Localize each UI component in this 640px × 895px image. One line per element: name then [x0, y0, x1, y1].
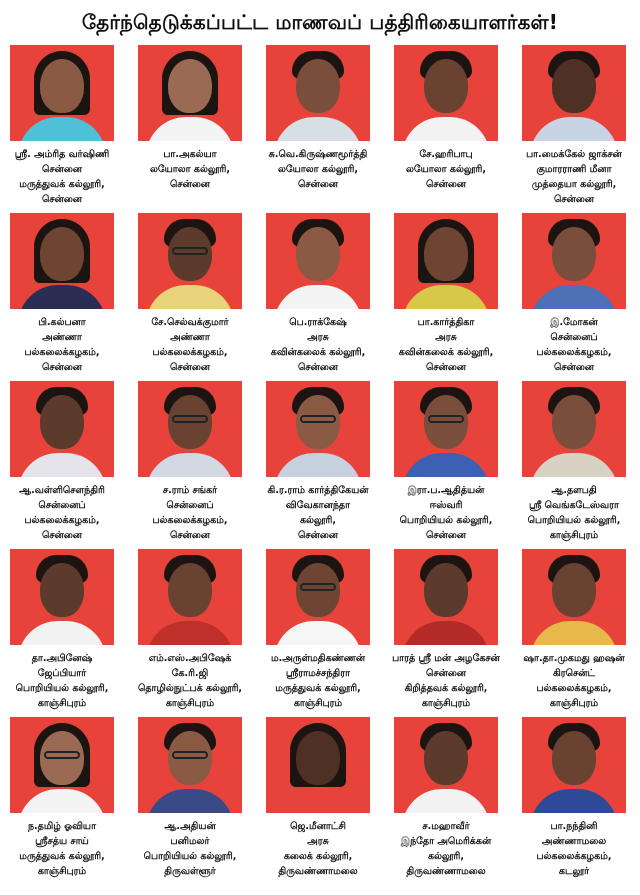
portrait-shoulders: [146, 285, 234, 309]
student-institution-line: பல்கலைக்கழகம்,: [152, 347, 228, 358]
student-institution-line: பல்கலைக்கழகம்,: [536, 683, 612, 694]
student-name: பா.அகல்யா: [163, 149, 217, 160]
student-name: ஷா.தா.முகமது ஹஷன்: [523, 653, 625, 664]
student-info: [0, 315, 126, 375]
student-institution-line: லயோலா கல்லூரி,: [278, 164, 358, 175]
student-institution-line: சென்னை: [41, 194, 83, 205]
portrait-shoulders: [146, 117, 234, 141]
portrait-face: [552, 731, 596, 785]
student-card: [138, 549, 242, 717]
student-info: [382, 147, 510, 192]
portrait-face: [296, 731, 340, 785]
student-institution-line: அண்ணா: [42, 332, 82, 343]
student-institution-line: சென்னை: [41, 362, 83, 373]
student-institution-line: பொறியியல் கல்லூரி,: [15, 683, 109, 694]
student-institution-line: அரசு: [435, 332, 457, 343]
student-card: [266, 381, 370, 549]
portrait-face: [552, 227, 596, 281]
portrait-shoulders: [18, 117, 106, 141]
student-name: கி.ர.ராம் கார்த்திகேயன்: [267, 485, 369, 496]
student-card: [10, 717, 114, 885]
glasses-icon: [44, 751, 80, 759]
student-info: [126, 147, 254, 192]
student-card: [522, 213, 626, 381]
student-institution-line: காஞ்சிபுரம்: [549, 698, 599, 709]
student-institution-line: சென்னை: [425, 530, 467, 541]
student-photo: [138, 45, 242, 141]
portrait-face: [552, 563, 596, 617]
portrait-shoulders: [402, 117, 490, 141]
student-photo: [138, 549, 242, 645]
student-institution-line: சென்னை: [169, 530, 211, 541]
student-name: பா.கார்த்திகா: [417, 317, 475, 328]
student-name: சே.செல்வக்குமார்: [151, 317, 229, 328]
glasses-icon: [172, 751, 208, 759]
student-photo: [138, 381, 242, 477]
student-name: பி.கல்பனா: [38, 317, 86, 328]
student-institution-line: சென்னை: [425, 179, 467, 190]
portrait-shoulders: [274, 789, 362, 813]
student-institution-line: பனிமலர்: [170, 836, 210, 847]
student-institution-line: குமாரராணி மீனா: [536, 164, 612, 175]
student-institution-line: சென்னை: [41, 530, 83, 541]
student-institution-line: திருவண்ணாமலை: [406, 866, 486, 877]
student-photo: [266, 45, 370, 141]
student-institution-line: பல்கலைக்கழகம்,: [152, 515, 228, 526]
student-institution-line: அண்ணா: [170, 332, 210, 343]
student-info: [382, 315, 510, 375]
student-institution-line: சென்னை: [169, 362, 211, 373]
portrait-face: [40, 563, 84, 617]
student-institution-line: காஞ்சிபுரம்: [549, 530, 599, 541]
student-card: [10, 45, 114, 213]
student-institution-line: சென்னை: [169, 179, 211, 190]
student-card: [394, 381, 498, 549]
student-institution-line: அரசு: [307, 836, 329, 847]
student-info: [126, 483, 254, 543]
student-institution-line: அண்ணாமலை: [541, 836, 607, 847]
student-card: [394, 213, 498, 381]
student-grid: [10, 45, 626, 885]
portrait-shoulders: [18, 789, 106, 813]
student-institution-line: காஞ்சிபுரம்: [293, 698, 343, 709]
student-photo: [522, 717, 626, 813]
portrait-face: [424, 731, 468, 785]
student-name: ச.மஹாவீர்: [422, 821, 470, 832]
portrait-face: [424, 59, 468, 113]
student-name: பா.மைக்கேல் ஜாக்சன்: [526, 149, 622, 160]
student-institution-line: ஸ்ரீராமச்சந்திரா: [285, 668, 351, 679]
student-card: [10, 213, 114, 381]
student-name: தா.அபினேஷ்: [31, 653, 93, 664]
student-institution-line: ஸ்ரீ வெங்கடேஸ்வரா: [528, 500, 620, 511]
portrait-shoulders: [530, 453, 618, 477]
student-institution-line: கவின்கலைக் கல்லூரி,: [270, 347, 366, 358]
student-institution-line: சென்னை: [297, 179, 339, 190]
student-info: [382, 819, 510, 879]
student-card: [522, 549, 626, 717]
student-photo: [394, 45, 498, 141]
portrait-face: [40, 227, 84, 281]
student-institution-line: சென்னை: [553, 194, 595, 205]
student-name: ஸ்ரீ. அம்ரித வர்ஷிணி: [14, 149, 110, 160]
student-photo: [522, 213, 626, 309]
portrait-face: [296, 227, 340, 281]
student-institution-line: பல்கலைக்கழகம்,: [536, 347, 612, 358]
student-name: ஜெ.மீனாட்சி: [290, 821, 346, 832]
student-card: [394, 717, 498, 885]
student-card: [138, 213, 242, 381]
student-institution-line: பொறியியல் கல்லூரி,: [399, 515, 493, 526]
student-institution-line: கே.ரி.ஜி: [171, 668, 209, 679]
student-card: [522, 717, 626, 885]
page-title: தேர்ந்தெடுக்கப்பட்ட மாணவப் பத்திரிகையாளர்கள்!: [81, 10, 559, 34]
portrait-shoulders: [274, 117, 362, 141]
student-photo: [10, 717, 114, 813]
student-institution-line: மருத்துவக் கல்லூரி,: [275, 683, 361, 694]
portrait-face: [424, 227, 468, 281]
portrait-face: [40, 395, 84, 449]
student-photo: [138, 213, 242, 309]
student-institution-line: மருத்துவக் கல்லூரி,: [19, 179, 105, 190]
student-name: பெ.ராக்கேஷ்: [289, 317, 347, 328]
student-institution-line: சென்னைப்: [166, 500, 214, 511]
student-info: [126, 819, 254, 879]
student-card: [138, 717, 242, 885]
student-card: [266, 549, 370, 717]
student-name: பாரத் ஸ்ரீ மன் அழகேசன்: [392, 653, 500, 664]
student-institution-line: ஈஸ்வரி: [429, 500, 463, 511]
student-info: [254, 315, 382, 375]
student-info: [510, 315, 638, 375]
student-info: [0, 651, 126, 711]
student-info: [0, 483, 126, 543]
student-info: [510, 483, 638, 543]
student-name: ஆ.அதியன்: [164, 821, 216, 832]
student-institution-line: கவின்கலைக் கல்லூரி,: [398, 347, 494, 358]
portrait-shoulders: [402, 789, 490, 813]
student-info: [510, 819, 638, 879]
student-institution-line: கல்லூரி,: [427, 851, 465, 862]
student-name: இ.மோகன்: [550, 317, 598, 328]
student-photo: [394, 381, 498, 477]
student-institution-line: ஜேப்பியார்: [37, 668, 87, 679]
portrait-face: [40, 59, 84, 113]
student-institution-line: விவேகானந்தா: [285, 500, 351, 511]
portrait-shoulders: [274, 621, 362, 645]
portrait-face: [296, 59, 340, 113]
student-photo: [10, 549, 114, 645]
portrait-shoulders: [402, 453, 490, 477]
student-institution-line: லயோலா கல்லூரி,: [406, 164, 486, 175]
student-photo: [10, 45, 114, 141]
student-institution-line: சென்னை: [425, 668, 467, 679]
student-info: [0, 819, 126, 879]
student-institution-line: முத்தையா கல்லூரி,: [531, 179, 617, 190]
student-institution-line: தொழில்நுட்பக் கல்லூரி,: [137, 683, 243, 694]
student-photo: [266, 549, 370, 645]
student-institution-line: சென்னை: [553, 362, 595, 373]
student-institution-line: பல்கலைக்கழகம்,: [24, 515, 100, 526]
student-card: [10, 381, 114, 549]
student-photo: [394, 549, 498, 645]
portrait-shoulders: [18, 285, 106, 309]
student-info: [254, 819, 382, 879]
student-institution-line: காஞ்சிபுரம்: [165, 698, 215, 709]
student-card: [394, 549, 498, 717]
student-name: எம்.எஸ்.அபிஷேக்: [148, 653, 232, 664]
student-photo: [394, 717, 498, 813]
glasses-icon: [300, 583, 336, 591]
student-photo: [10, 381, 114, 477]
portrait-shoulders: [530, 117, 618, 141]
student-info: [254, 651, 382, 711]
student-photo: [266, 381, 370, 477]
student-institution-line: கல்லூரி,: [299, 515, 337, 526]
portrait-shoulders: [146, 453, 234, 477]
portrait-shoulders: [530, 621, 618, 645]
student-photo: [138, 717, 242, 813]
portrait-shoulders: [274, 285, 362, 309]
student-institution-line: இந்தோ அமெரிக்கன்: [400, 836, 492, 847]
student-info: [510, 651, 638, 711]
student-name: பா.நந்தினி: [550, 821, 598, 832]
glasses-icon: [172, 415, 208, 423]
glasses-icon: [300, 415, 336, 423]
student-name: ஆ.வள்ளிசெளந்திரி: [19, 485, 105, 496]
student-photo: [522, 381, 626, 477]
student-card: [522, 381, 626, 549]
student-institution-line: கலைக் கல்லூரி,: [283, 851, 353, 862]
student-institution-line: காஞ்சிபுரம்: [37, 866, 87, 877]
student-name: ம.அருள்மதிகண்ணன்: [270, 653, 366, 664]
student-info: [382, 651, 510, 711]
student-institution-line: சென்னை: [297, 530, 339, 541]
student-name: ச.ராம் சங்கர்: [162, 485, 218, 496]
student-institution-line: கிறித்தவக் கல்லூரி,: [404, 683, 488, 694]
portrait-shoulders: [402, 621, 490, 645]
student-card: [266, 213, 370, 381]
student-card: [266, 45, 370, 213]
student-card: [394, 45, 498, 213]
portrait-face: [424, 563, 468, 617]
student-institution-line: சென்னை: [297, 362, 339, 373]
student-photo: [522, 549, 626, 645]
student-name: இரா.ப.ஆதித்யன்: [407, 485, 485, 496]
portrait-shoulders: [18, 621, 106, 645]
portrait-shoulders: [530, 285, 618, 309]
student-institution-line: மருத்துவக் கல்லூரி,: [19, 851, 105, 862]
glasses-icon: [172, 247, 208, 255]
student-institution-line: காஞ்சிபுரம்: [37, 698, 87, 709]
student-photo: [266, 717, 370, 813]
portrait-shoulders: [530, 789, 618, 813]
student-name: சே.ஹரிபாபு: [419, 149, 473, 160]
portrait-face: [552, 395, 596, 449]
student-institution-line: பல்கலைக்கழகம்,: [536, 851, 612, 862]
portrait-shoulders: [274, 453, 362, 477]
student-institution-line: திருவள்ளூர்: [164, 866, 216, 877]
student-card: [266, 717, 370, 885]
student-card: [522, 45, 626, 213]
portrait-shoulders: [146, 789, 234, 813]
student-photo: [10, 213, 114, 309]
student-institution-line: ஸ்ரீசத்ய சாய்: [35, 836, 89, 847]
student-institution-line: சென்னைப்: [38, 500, 86, 511]
student-institution-line: காஞ்சிபுரம்: [421, 698, 471, 709]
student-info: [254, 483, 382, 543]
portrait-face: [168, 59, 212, 113]
student-institution-line: கிரசென்ட்: [552, 668, 596, 679]
student-institution-line: சென்னை: [425, 362, 467, 373]
student-info: [254, 147, 382, 192]
portrait-shoulders: [18, 453, 106, 477]
student-name: சு.வெ.கிருஷ்ணமூர்த்தி: [268, 149, 368, 160]
student-institution-line: சென்னைப்: [550, 332, 598, 343]
glasses-icon: [428, 415, 464, 423]
student-photo: [522, 45, 626, 141]
student-info: [126, 651, 254, 711]
student-info: [382, 483, 510, 543]
portrait-shoulders: [402, 285, 490, 309]
student-institution-line: பொறியியல் கல்லூரி,: [143, 851, 237, 862]
student-info: [126, 315, 254, 375]
student-photo: [394, 213, 498, 309]
student-info: [0, 147, 126, 207]
portrait-shoulders: [146, 621, 234, 645]
student-institution-line: சென்னை: [41, 164, 83, 175]
student-card: [138, 381, 242, 549]
portrait-face: [552, 59, 596, 113]
student-institution-line: அரசு: [307, 332, 329, 343]
student-institution-line: பொறியியல் கல்லூரி,: [527, 515, 621, 526]
student-card: [138, 45, 242, 213]
student-name: ந.தமிழ் ஓவியா: [27, 821, 97, 832]
student-info: [510, 147, 638, 207]
student-photo: [266, 213, 370, 309]
student-card: [10, 549, 114, 717]
student-institution-line: லயோலா கல்லூரி,: [150, 164, 230, 175]
student-institution-line: கடலூர்: [558, 866, 590, 877]
student-name: ஆ.தளபதி: [551, 485, 597, 496]
portrait-face: [168, 563, 212, 617]
student-institution-line: திருவண்ணாமலை: [278, 866, 358, 877]
student-institution-line: பல்கலைக்கழகம்,: [24, 347, 100, 358]
